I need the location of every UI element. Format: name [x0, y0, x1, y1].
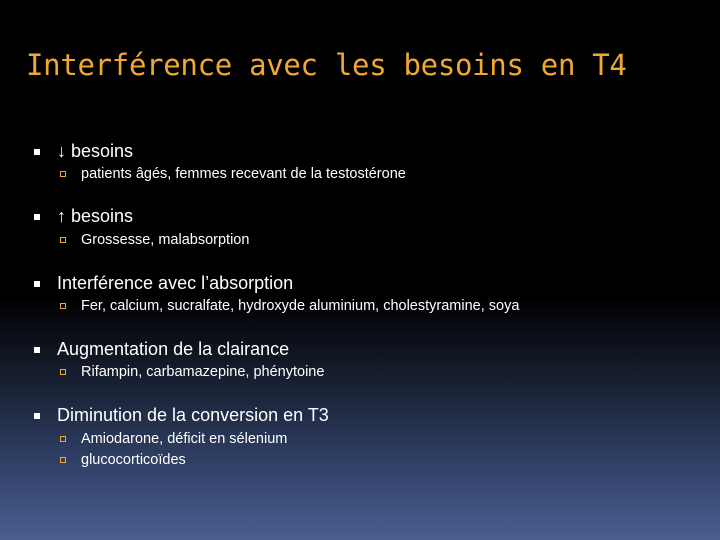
bullet-item-2: [34, 206, 133, 227]
square-bullet-icon: [34, 347, 40, 353]
bullet-item-3: [34, 273, 293, 294]
sub-bullet-text: Grossesse, malabsorption: [81, 232, 250, 248]
square-bullet-icon: [34, 214, 40, 220]
up-arrow-icon: ↑: [57, 206, 66, 226]
hollow-square-bullet-icon: [60, 369, 66, 375]
bullet-item-1: [34, 141, 133, 162]
square-bullet-icon: [34, 149, 40, 155]
hollow-square-bullet-icon: [60, 436, 66, 442]
sub-bullet-text: patients âgés, femmes recevant de la testostérone: [81, 166, 406, 182]
down-arrow-icon: ↓: [57, 141, 66, 161]
sub-bullet-item: [60, 298, 519, 314]
sub-bullet-text: Fer, calcium, sucralfate, hydroxyde aluminium, cholestyramine, soya: [81, 298, 520, 314]
hollow-square-bullet-icon: [60, 303, 66, 309]
bullet-item-4: [34, 339, 289, 360]
sub-bullet-item: [60, 431, 287, 447]
square-bullet-icon: [34, 281, 40, 287]
sub-bullet-text: glucocorticoïdes: [81, 452, 186, 468]
bullet-text: Augmentation de la clairance: [57, 339, 290, 359]
hollow-square-bullet-icon: [60, 171, 66, 177]
sub-bullet-text: Rifampin, carbamazepine, phénytoine: [81, 364, 325, 380]
bullet-text: Diminution de la conversion en T3: [57, 405, 329, 425]
hollow-square-bullet-icon: [60, 237, 66, 243]
sub-bullet-item: [60, 452, 186, 468]
bullet-text: besoins: [71, 206, 134, 226]
slide-title: Interférence avec les besoins en T4: [26, 48, 627, 82]
sub-bullet-item: [60, 232, 249, 248]
bullet-item-5: [34, 405, 329, 426]
sub-bullet-item: [60, 166, 406, 182]
sub-bullet-item: [60, 364, 324, 380]
hollow-square-bullet-icon: [60, 457, 66, 463]
sub-bullet-text: Amiodarone, déficit en sélenium: [81, 431, 288, 447]
bullet-text: Interférence avec l’absorption: [57, 273, 294, 293]
bullet-text: besoins: [71, 141, 134, 161]
square-bullet-icon: [34, 413, 40, 419]
